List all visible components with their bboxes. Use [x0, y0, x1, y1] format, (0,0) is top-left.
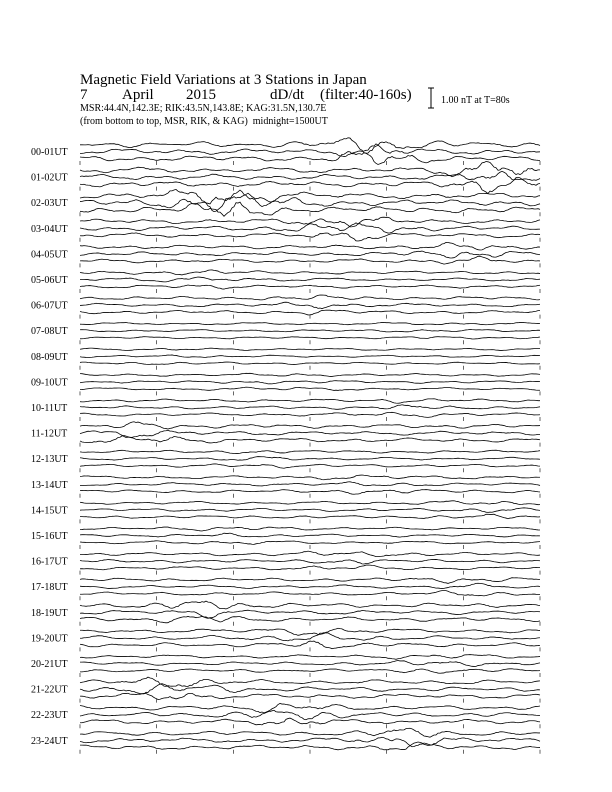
- hour-row: [31, 217, 540, 242]
- hour-row-label: 21-22UT: [31, 684, 68, 696]
- trace-msr: [80, 285, 540, 289]
- hour-row-label: 20-21UT: [31, 659, 68, 670]
- trace-msr: [80, 490, 540, 495]
- trace-msr: [80, 565, 540, 570]
- trace-msr: [80, 514, 540, 519]
- hour-row: [31, 138, 540, 165]
- hour-row-label: 23-24UT: [31, 735, 68, 747]
- hour-row-label: 15-16UT: [31, 531, 68, 542]
- hour-row-label: 00-01UT: [31, 147, 68, 158]
- trace-msr: [80, 669, 540, 673]
- hour-row: [31, 728, 540, 754]
- hour-row: [31, 242, 540, 267]
- trace-kag: [80, 578, 540, 584]
- hour-row: [31, 189, 540, 216]
- hour-row-label: 18-19UT: [31, 607, 68, 619]
- hour-row: [31, 422, 540, 447]
- hour-row-label: 06-07UT: [31, 300, 68, 312]
- trace-kag: [80, 295, 540, 300]
- date-month: April: [122, 87, 154, 103]
- trace-rik: [80, 684, 540, 694]
- hour-row: [31, 527, 540, 549]
- trace-rik: [80, 405, 540, 410]
- hour-row: [31, 601, 540, 626]
- hour-row-label: 04-05UT: [31, 249, 68, 261]
- hour-row: [31, 628, 540, 651]
- hour-row: [31, 677, 540, 702]
- hour-row: [31, 373, 540, 395]
- quantity-label: dD/dt: [270, 87, 305, 103]
- hour-row-label: 09-10UT: [31, 377, 68, 389]
- trace-rik: [80, 330, 540, 332]
- hour-row: [31, 475, 540, 498]
- trace-kag: [80, 270, 540, 275]
- hour-row: [31, 162, 540, 194]
- hour-row: [31, 348, 540, 370]
- hour-row-label: 10-11UT: [31, 403, 68, 414]
- hour-row-label: 19-20UT: [31, 633, 68, 645]
- trace-msr: [80, 435, 540, 442]
- trace-rik: [80, 381, 540, 384]
- trace-msr: [80, 591, 540, 596]
- hour-row-label: 11-12UT: [31, 428, 68, 440]
- hour-row-label: 01-02UT: [31, 172, 68, 184]
- trace-rik: [80, 661, 540, 667]
- trace-kag: [80, 348, 540, 350]
- hour-row-label: 08-09UT: [31, 351, 68, 363]
- trace-msr: [80, 337, 540, 339]
- hour-row-label: 17-18UT: [31, 582, 68, 594]
- hour-row-label: 13-14UT: [31, 479, 68, 491]
- chart-title: Magnetic Field Variations at 3 Stations in Japan: [80, 72, 367, 88]
- trace-kag: [80, 242, 540, 250]
- trace-rik: [80, 355, 540, 358]
- hour-row: [31, 270, 540, 293]
- trace-rik: [80, 710, 540, 719]
- trace-kag: [80, 551, 540, 556]
- hour-row: [31, 450, 540, 472]
- trace-msr: [80, 256, 540, 264]
- trace-rik: [80, 610, 540, 618]
- trace-rik: [80, 302, 540, 308]
- hour-row-label: 16-17UT: [31, 556, 68, 568]
- trace-kag: [80, 322, 540, 324]
- filter-label: (filter:40-160s): [320, 87, 412, 103]
- scale-label: 1.00 nT at T=80s: [441, 95, 510, 106]
- trace-rik: [80, 482, 540, 486]
- trace-kag: [80, 450, 540, 453]
- date-day: 7: [80, 87, 88, 103]
- hour-row-label: 14-15UT: [31, 505, 68, 517]
- order-note: (from bottom to top, MSR, RIK, & KAG): [80, 116, 248, 127]
- trace-msr: [80, 693, 540, 699]
- hour-row-label: 03-04UT: [31, 223, 68, 235]
- trace-kag: [80, 189, 540, 204]
- hour-row: [31, 551, 540, 574]
- trace-msr: [80, 310, 540, 315]
- scale-bar: [428, 88, 434, 108]
- trace-kag: [80, 703, 540, 712]
- trace-kag: [80, 728, 540, 737]
- trace-rik: [80, 171, 540, 180]
- hour-row-label: 22-23UT: [31, 710, 68, 722]
- trace-kag: [80, 527, 540, 531]
- station-coordinates: MSR:44.4N,142.3E; RIK:43.5N,143.8E; KAG:31.5N,130.7E: [80, 103, 327, 114]
- trace-kag: [80, 217, 540, 227]
- trace-kag: [80, 475, 540, 480]
- trace-rik: [80, 251, 540, 258]
- trace-kag: [80, 399, 540, 403]
- hour-row-label: 12-13UT: [31, 454, 68, 466]
- trace-rik: [80, 533, 540, 537]
- trace-kag: [80, 138, 540, 153]
- hour-row: [31, 501, 540, 524]
- trace-rik: [80, 583, 540, 588]
- trace-rik: [80, 277, 540, 282]
- trace-msr: [80, 412, 540, 417]
- trace-rik: [80, 559, 540, 564]
- trace-kag: [80, 501, 540, 505]
- date-year: 2015: [186, 87, 216, 103]
- trace-rik: [80, 737, 540, 746]
- hour-row: [31, 578, 540, 601]
- trace-kag: [80, 422, 540, 429]
- hour-row: [31, 655, 540, 677]
- trace-kag: [80, 655, 540, 660]
- hour-row-label: 02-03UT: [31, 198, 68, 210]
- trace-kag: [80, 373, 540, 376]
- trace-msr: [80, 464, 540, 468]
- trace-msr: [80, 387, 540, 390]
- trace-msr: [80, 718, 540, 725]
- hour-row-label: 07-08UT: [31, 326, 68, 338]
- trace-kag: [80, 628, 540, 635]
- trace-msr: [80, 742, 540, 750]
- trace-kag: [80, 677, 540, 686]
- trace-rik: [80, 430, 540, 437]
- trace-rik: [80, 457, 540, 461]
- trace-rik: [80, 508, 540, 513]
- trace-msr: [80, 362, 540, 365]
- hour-row: [31, 322, 540, 344]
- hour-row: [31, 295, 540, 319]
- trace-kag: [80, 601, 540, 609]
- hour-row: [31, 399, 540, 421]
- trace-rik: [80, 223, 540, 233]
- hour-row: [31, 703, 540, 728]
- hour-row-label: 05-06UT: [31, 275, 68, 286]
- midnight-note: midnight=1500UT: [252, 116, 328, 127]
- trace-msr: [80, 541, 540, 545]
